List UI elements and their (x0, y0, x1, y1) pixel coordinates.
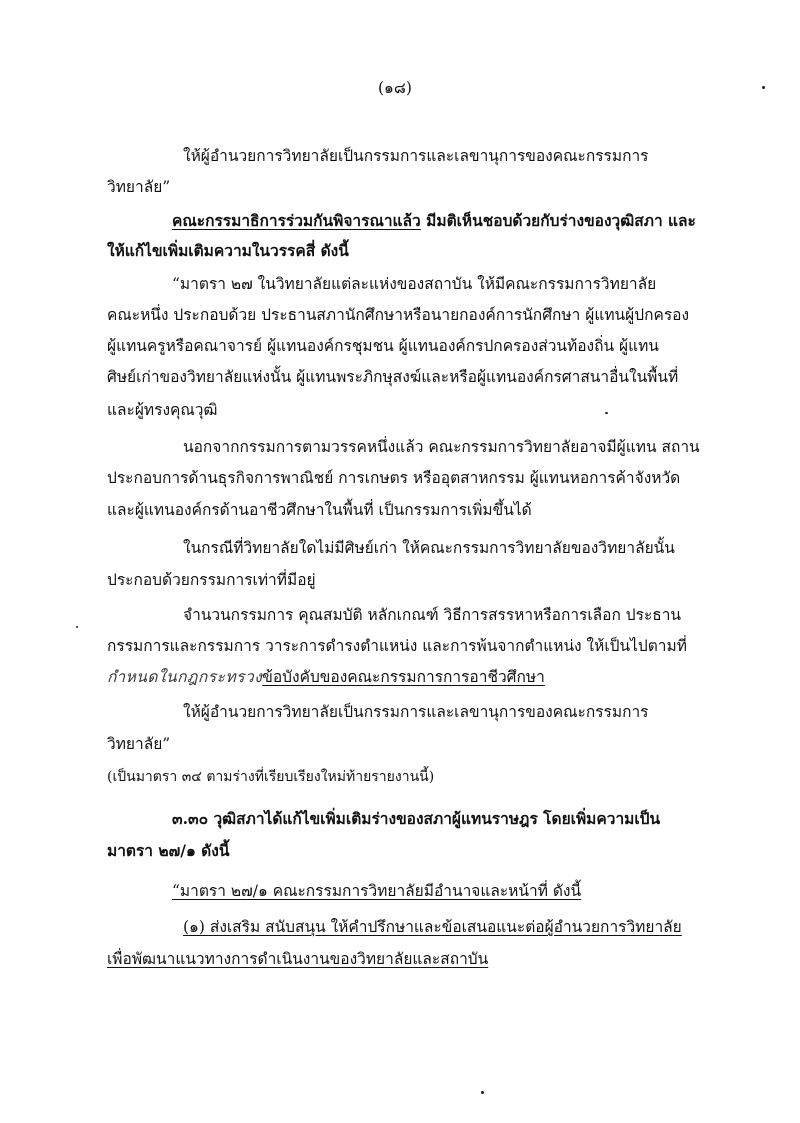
paragraph-line: ให้ผู้อำนวยการวิทยาลัยเป็นกรรมการและเลขานุการของคณะกรรมการ (183, 147, 649, 165)
paragraph-line: วิทยาลัย” (107, 178, 171, 196)
paragraph-line: ผู้แทนครูหรือคณาจารย์ ผู้แทนองค์กรชุมชน ผู้แทนองค์กรปกครองส่วนท้องถิ่น ผู้แทน (107, 337, 659, 355)
paragraph-line: ให้แก้ไขเพิ่มเติมความในวรรคสี่ ดังนี้ (107, 241, 349, 260)
paragraph-line: คณะหนึ่ง ประกอบด้วย ประธานสภานักศึกษาหรือนายกองค์การนักศึกษา ผู้แทนผู้ปกครอง (107, 306, 690, 324)
paragraph-line: ให้ผู้อำนวยการวิทยาลัยเป็นกรรมการและเลขานุการของคณะกรรมการ (183, 703, 649, 721)
section-27-1-heading: “มาตรา ๒๗/๑ คณะกรรมการวิทยาลัยมีอำนาจและหน้าที่ ดังนี้ (172, 882, 582, 900)
section-27-1-item-1: (๑) ส่งเสริม สนับสนุน ให้คำปรึกษาและข้อเสนอแนะต่อผู้อำนวยการวิทยาลัย (183, 918, 682, 936)
section-27-heading: “มาตรา ๒๗ ในวิทยาลัยแต่ละแห่งของสถาบัน ให้มีคณะกรรมการวิทยาลัย (172, 275, 657, 293)
deleted-text: กำหนดในกฎกระทรวง (107, 668, 263, 686)
committee-resolution-underlined: คณะกรรมาธิการร่วมกันพิจารณาแล้ว (172, 211, 421, 230)
paragraph-line: ในกรณีที่วิทยาลัยใดไม่มีศิษย์เก่า ให้คณะกรรมการวิทยาลัยของวิทยาลัยนั้น (183, 539, 675, 557)
paragraph-line: ศิษย์เก่าของวิทยาลัยแห่งนั้น ผู้แทนพระภิกษุสงฆ์และหรือผู้แทนองค์กรศาสนาอื่นในพื้นที่ (107, 368, 679, 386)
item-3-30-heading: ๓.๓๐ วุฒิสภาได้แก้ไขเพิ่มเติมร่างของสภาผู้แทนราษฎร โดยเพิ่มความเป็น (172, 809, 661, 828)
renumber-note: (เป็นมาตรา ๓๔ ตามร่างที่เรียบเรียงใหม่ท้ายรายงานนี้) (107, 769, 435, 785)
paragraph-line: และผู้แทนองค์กรด้านอาชีวศึกษาในพื้นที่ เป็นกรรมการเพิ่มขึ้นได้ (107, 501, 532, 519)
paragraph-line: ประกอบการด้านธุรกิจการพาณิชย์ การเกษตร หรืออุตสาหกรรม ผู้แทนหอการค้าจังหวัด (107, 469, 681, 487)
paragraph-line: จำนวนกรรมการ คุณสมบัติ หลักเกณฑ์ วิธีการสรรหาหรือการเลือก ประธาน (183, 606, 682, 624)
paragraph-line: นอกจากกรรมการตามวรรคหนึ่งแล้ว คณะกรรมการวิทยาลัยอาจมีผู้แทน สถาน (183, 438, 700, 456)
section-27-1-item-1-cont: เพื่อพัฒนาแนวทางการดำเนินงานของวิทยาลัยและสถาบัน (107, 950, 489, 968)
inserted-text: ข้อบังคับของคณะกรรมการการอาชีวศึกษา (262, 668, 545, 686)
scan-speck (605, 412, 608, 414)
page-number: (๑๘) (378, 79, 412, 97)
paragraph-line: กรรมการและกรรมการ วาระการดำรงตำแหน่ง และการพ้นจากตำแหน่ง ให้เป็นไปตามที่ (107, 637, 687, 655)
scan-speck (762, 86, 765, 89)
paragraph-line: วิทยาลัย” (107, 735, 171, 753)
committee-resolution-line (172, 211, 696, 231)
amended-line (107, 667, 545, 687)
paragraph-line: มาตรา ๒๗/๑ ดังนี้ (107, 841, 230, 860)
committee-resolution-text: มีมติเห็นชอบด้วยกับร่างของวุฒิสภา และ (420, 211, 696, 230)
scan-speck (76, 626, 78, 628)
paragraph-line: และผู้ทรงคุณวุฒิ (107, 401, 218, 419)
scan-speck (481, 1091, 484, 1094)
paragraph-line: ประกอบด้วยกรรมการเท่าที่มีอยู่ (107, 571, 316, 589)
